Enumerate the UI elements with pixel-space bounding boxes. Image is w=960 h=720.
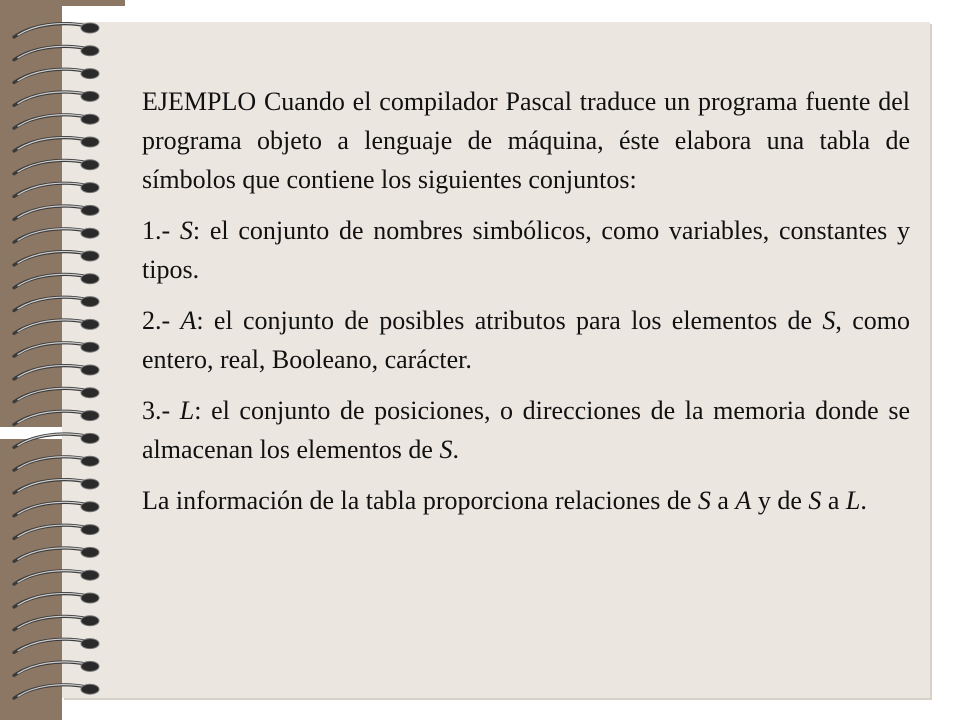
ring-icon	[14, 251, 99, 265]
ring-icon	[14, 525, 99, 539]
conclusion-paragraph: La información de la tabla proporciona relaciones de S a A y de S a L.	[142, 486, 867, 515]
ring-icon	[14, 69, 99, 83]
item-l: 3.- L: el conjunto de posiciones, o direcciones de la memoria donde se almacenan los elementos de S.	[142, 396, 910, 464]
ring-icon	[14, 639, 99, 653]
ring-icon	[14, 137, 99, 151]
ring-icon	[14, 160, 99, 174]
ring-icon	[14, 23, 99, 37]
ring-icon	[14, 570, 99, 584]
ring-icon	[14, 46, 99, 60]
ring-icon	[14, 91, 99, 105]
ring-icon	[14, 411, 99, 425]
ring-icon	[14, 616, 99, 630]
ring-icon	[14, 228, 99, 242]
ring-icon	[14, 502, 99, 516]
ring-icon	[14, 274, 99, 288]
ring-icon	[14, 684, 99, 698]
ring-icon	[14, 365, 99, 379]
intro-paragraph: EJEMPLO Cuando el compilador Pascal traduce un programa fuente del programa objeto a lenguaje de máquina, éste elabora una tabla de símbolos que contiene los siguientes conjuntos:	[142, 87, 910, 194]
ring-icon	[14, 388, 99, 402]
ring-icon	[14, 661, 99, 675]
ring-icon	[14, 205, 99, 219]
ring-icon	[14, 319, 99, 333]
ring-icon	[14, 114, 99, 128]
ring-icon	[14, 297, 99, 311]
item-a: 2.- A: el conjunto de posibles atributos para los elementos de S, como entero, real, Booleano, carácter.	[142, 306, 910, 374]
ring-icon	[14, 547, 99, 561]
item-s: 1.- S: el conjunto de nombres simbólicos, como variables, constantes y tipos.	[142, 216, 910, 284]
ring-icon	[14, 479, 99, 493]
ring-icon	[14, 342, 99, 356]
ring-icon	[14, 433, 99, 447]
ring-icon	[14, 456, 99, 470]
spiral-binding-icon	[0, 0, 130, 720]
slide-content	[142, 82, 910, 532]
ring-icon	[14, 593, 99, 607]
ring-icon	[14, 183, 99, 197]
